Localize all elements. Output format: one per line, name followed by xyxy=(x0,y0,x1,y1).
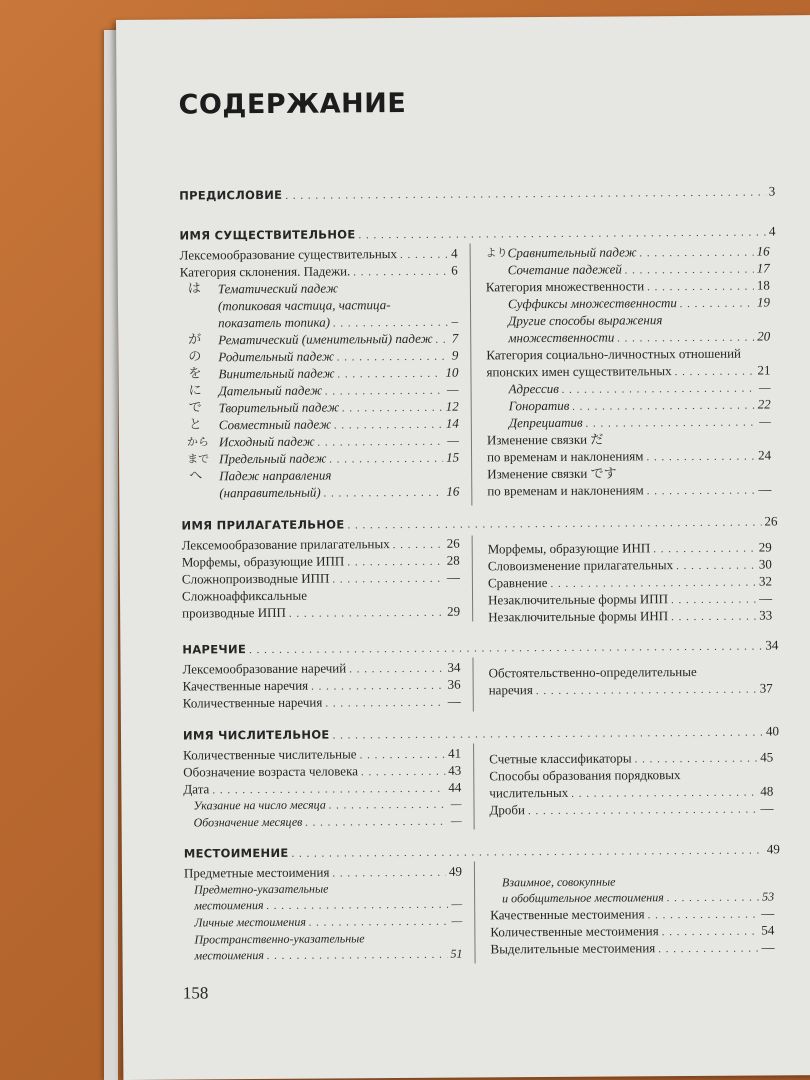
toc-entry-text: Взаимное, совокупные xyxy=(501,874,616,890)
dot-leader xyxy=(680,296,754,313)
toc-page-number: 15 xyxy=(446,449,460,465)
toc-page-number: 4 xyxy=(768,223,776,239)
column-divider xyxy=(470,244,473,506)
dot-leader xyxy=(667,890,759,907)
toc-entry xyxy=(490,922,774,941)
dot-leader xyxy=(658,941,758,958)
toc-page-number: — xyxy=(761,905,775,921)
toc-entry xyxy=(487,481,771,500)
column-divider xyxy=(472,536,474,622)
toc-page-number: — xyxy=(447,693,461,709)
toc-entry xyxy=(509,396,771,415)
dot-leader xyxy=(586,415,757,432)
dot-leader xyxy=(342,400,443,417)
toc-page-number: 28 xyxy=(446,552,460,568)
toc-entry-title: Выделительные местоимения xyxy=(490,940,656,957)
japanese-particle: を xyxy=(188,366,202,382)
toc-entry-title: Морфемы, образующие ИПП xyxy=(181,553,345,570)
toc-page-number: 6 xyxy=(451,262,458,278)
toc-entry xyxy=(183,677,461,696)
toc-page-number: 51 xyxy=(450,946,463,961)
toc-entry-title: японских имен существительных xyxy=(486,363,672,380)
dot-leader xyxy=(329,451,443,468)
toc-entry xyxy=(488,556,772,575)
dot-leader xyxy=(337,349,449,366)
toc-entry-text: Падеж направления xyxy=(219,467,332,484)
japanese-particle: の xyxy=(188,349,202,365)
toc-entry xyxy=(486,277,770,296)
dot-leader xyxy=(360,747,446,764)
toc-entry-title: Морфемы, образующие ИНП xyxy=(487,540,651,557)
toc-entry-title: показатель топика) xyxy=(218,314,331,331)
toc-entry xyxy=(183,694,461,713)
japanese-particle: より xyxy=(485,246,508,260)
toc-page-number: 30 xyxy=(758,556,772,572)
toc-entry xyxy=(502,888,774,907)
toc-entry xyxy=(218,331,458,350)
toc-entry-text: Изменение связки だ xyxy=(486,431,604,448)
japanese-particle: に xyxy=(188,383,202,399)
toc-entry xyxy=(180,263,458,282)
toc-page-number: — xyxy=(446,381,459,397)
toc-entry-title: Счетные классификаторы xyxy=(489,750,632,767)
toc-page-number: 34 xyxy=(765,637,779,653)
toc-entry-title: ИМЯ ПРИЛАГАТЕЛЬНОЕ xyxy=(181,517,345,533)
dot-leader xyxy=(572,398,754,415)
japanese-particle: へ xyxy=(189,468,203,484)
toc-page-number: 24 xyxy=(758,447,772,463)
toc-entry-title: Категория множественности xyxy=(485,278,645,295)
toc-entry-text: Обстоятельственно-определительные xyxy=(488,663,697,681)
toc-page-number: 18 xyxy=(756,277,770,293)
toc-page-number: 14 xyxy=(445,415,459,431)
toc-entry-title: множественности xyxy=(508,329,615,346)
dot-leader xyxy=(338,366,443,383)
toc-page-number: 26 xyxy=(446,535,460,551)
dot-leader xyxy=(400,247,448,263)
toc-page-number: 17 xyxy=(756,260,770,276)
dot-leader xyxy=(671,592,756,609)
dot-leader xyxy=(647,279,754,296)
toc-page-number: — xyxy=(758,379,771,395)
toc-entry-title: Количественные числительные xyxy=(183,746,357,763)
toc-page-number: 19 xyxy=(756,294,771,310)
dot-leader xyxy=(353,264,448,281)
toc-entry-title: Суффиксы множественности xyxy=(507,295,677,312)
toc-entry-title: и обобщительное местоимения xyxy=(502,890,664,906)
dot-leader xyxy=(332,865,446,882)
toc-entry-title: Дроби xyxy=(489,802,526,818)
section-numeral xyxy=(183,723,779,744)
toc-entry-text: Другие способы выражения xyxy=(508,312,663,329)
column-divider xyxy=(474,862,476,964)
toc-entry-title: Количественные наречия xyxy=(182,694,323,711)
dot-leader xyxy=(436,332,449,348)
toc-entry xyxy=(489,680,773,699)
dot-leader xyxy=(662,924,759,941)
toc-entry-title: местоимения xyxy=(194,947,264,963)
toc-entry-title: Незаключительные формы ИПП xyxy=(488,591,669,608)
toc-entry xyxy=(219,433,459,452)
dot-leader xyxy=(334,417,443,434)
toc-entry xyxy=(194,813,462,832)
dot-leader xyxy=(332,571,444,588)
toc-entry-title: Сочетание падежей xyxy=(507,261,622,278)
section-noun xyxy=(179,223,775,244)
toc-page-number: 32 xyxy=(758,573,772,589)
toc-entry-title: числительных xyxy=(489,784,569,801)
toc-entry xyxy=(219,484,459,503)
toc-entry-title: Сравнение xyxy=(487,575,548,591)
toc-entry-title: производные ИПП xyxy=(182,604,286,621)
dot-leader xyxy=(305,814,448,831)
toc-page-number: 3 xyxy=(768,183,776,199)
toc-entry-title: ИМЯ ЧИСЛИТЕЛЬНОЕ xyxy=(182,727,330,743)
toc-entry-title: Гоноратив xyxy=(508,397,570,414)
toc-entry-title: Категория склонения. Падежи. xyxy=(179,263,351,280)
toc-entry-title: Незаключительные формы ИНП xyxy=(488,608,669,625)
toc-entry-title: НАРЕЧИЕ xyxy=(182,642,247,657)
toc-entry xyxy=(182,536,460,555)
dot-leader xyxy=(325,383,444,400)
toc-page-number: 49 xyxy=(448,863,463,879)
toc-entry xyxy=(183,763,461,782)
dot-leader xyxy=(361,764,445,781)
toc-page-number: 9 xyxy=(451,347,459,363)
toc-page-number: 12 xyxy=(445,398,459,414)
toc-page-number: — xyxy=(761,939,775,955)
toc-page-number: 49 xyxy=(766,841,780,857)
toc-entry-title: Дата xyxy=(183,781,210,797)
toc-entry-title: по временам и наклонениям xyxy=(487,482,644,499)
toc-page-number: 10 xyxy=(445,364,459,380)
dot-leader xyxy=(536,682,757,700)
toc-entry-title: Обозначение возраста человека xyxy=(183,763,358,780)
toc-entry-text: Предметно-указательные xyxy=(194,881,329,897)
toc-entry xyxy=(489,783,773,802)
dot-leader xyxy=(249,639,762,659)
dot-leader xyxy=(358,224,766,243)
toc-entry-title: Исходный падеж xyxy=(218,433,315,450)
toc-page-number: 54 xyxy=(761,922,775,938)
dot-leader xyxy=(671,609,756,626)
dot-leader xyxy=(289,605,444,622)
japanese-particle: で xyxy=(188,400,202,416)
toc-page-number: 26 xyxy=(764,513,778,529)
toc-entry-title: Лексемообразование наречий xyxy=(182,660,347,677)
toc-page-number: 37 xyxy=(759,680,773,696)
dot-leader xyxy=(332,725,763,744)
toc-page-number: 53 xyxy=(762,889,775,904)
toc-entry-title: Дательный падеж xyxy=(218,382,323,399)
toc-page-number: — xyxy=(759,413,771,429)
toc-entry-title: Родительный падеж xyxy=(218,348,334,365)
toc-entry xyxy=(194,946,462,965)
section-adverb xyxy=(182,637,778,658)
dot-leader xyxy=(675,364,755,381)
dot-leader xyxy=(550,575,756,592)
toc-page-number: 16 xyxy=(446,483,460,499)
toc-entry xyxy=(488,573,772,592)
toc-entry-text: Категория социально-личностных отношений xyxy=(486,345,742,363)
column-divider xyxy=(472,658,473,712)
toc-entry xyxy=(219,416,459,435)
toc-entry-title: Творительный падеж xyxy=(218,399,340,416)
toc-entry xyxy=(490,939,774,958)
toc-page-number: — xyxy=(447,432,459,448)
toc-page-number: — xyxy=(758,590,773,606)
toc-entry-title: Качественные местоимения xyxy=(490,906,645,923)
japanese-particle: と xyxy=(188,417,202,433)
toc-entry xyxy=(488,590,772,609)
toc-entry-text: Сложноаффиксальные xyxy=(181,587,308,604)
dot-leader xyxy=(528,802,758,820)
dot-leader xyxy=(311,678,445,695)
dot-leader xyxy=(309,914,449,931)
dot-leader xyxy=(640,245,754,262)
toc-entry xyxy=(180,246,458,265)
toc-page-number: — xyxy=(451,913,463,928)
toc-page-number: – xyxy=(451,313,459,329)
toc-entry xyxy=(509,379,771,398)
toc-entry-text: Пространственно-указательные xyxy=(194,931,365,947)
toc-entry-title: Обозначение месяцев xyxy=(193,814,303,830)
toc-entry-title: Сравнительный падеж xyxy=(507,244,637,261)
toc-entry-title: ИМЯ СУЩЕСТВИТЕЛЬНОЕ xyxy=(179,227,356,243)
book-page xyxy=(116,15,810,1080)
section-pronoun xyxy=(184,841,780,862)
dot-leader xyxy=(347,515,761,534)
dot-leader xyxy=(676,558,756,575)
dot-leader xyxy=(347,554,444,571)
toc-entry-title: Сложнопроизводные ИПП xyxy=(181,570,330,587)
dot-leader xyxy=(285,184,766,203)
dot-leader xyxy=(646,449,755,466)
toc-entry xyxy=(219,399,459,418)
toc-entry-title: ПРЕДИСЛОВИЕ xyxy=(179,187,283,203)
toc-page-number: 29 xyxy=(758,539,772,555)
toc-page-number: — xyxy=(758,481,772,497)
toc-entry xyxy=(182,604,460,623)
toc-page-number: 4 xyxy=(451,245,458,261)
toc-entry xyxy=(182,570,460,589)
toc-entry xyxy=(488,539,772,558)
toc-entry-title: Лексемообразование прилагательных xyxy=(181,536,390,553)
toc-page-number: 45 xyxy=(760,749,774,765)
dot-leader xyxy=(329,797,448,814)
toc-page-number: 20 xyxy=(757,328,771,344)
toc-page-number: 7 xyxy=(451,330,459,346)
toc-entry-text: Изменение связки です xyxy=(487,465,617,482)
toc-page-number: 34 xyxy=(447,659,461,675)
column-divider xyxy=(473,744,475,830)
toc-entry-title: (направительный) xyxy=(219,484,321,501)
toc-entry xyxy=(218,348,458,367)
toc-entry xyxy=(182,553,460,572)
dot-leader xyxy=(625,262,754,279)
toc-entry xyxy=(218,365,458,384)
dot-leader xyxy=(349,661,444,678)
page-stack-edge xyxy=(104,30,118,1080)
japanese-particle: まで xyxy=(187,452,210,466)
toc-entry xyxy=(219,382,459,401)
dot-leader xyxy=(647,907,758,924)
dot-leader xyxy=(653,541,756,558)
toc-entry xyxy=(194,896,462,915)
toc-page-number: 48 xyxy=(760,783,774,799)
toc-entry xyxy=(486,362,770,381)
toc-entry-title: Винительный падеж xyxy=(218,365,335,382)
toc-entry-title: Словоизменение прилагательных xyxy=(487,557,674,574)
toc-page-number: 41 xyxy=(448,745,462,761)
toc-entry xyxy=(508,294,770,313)
toc-entry-title: Качественные наречия xyxy=(182,677,309,694)
toc-entry xyxy=(489,749,773,768)
dot-leader xyxy=(324,485,444,502)
toc-page-number: 16 xyxy=(756,243,770,259)
page-title: СОДЕРЖАНИЕ xyxy=(178,87,407,121)
dot-leader xyxy=(266,897,448,914)
toc-page-number: — xyxy=(760,800,774,816)
toc-page-number: 22 xyxy=(757,396,771,412)
toc-entry-title: местоимения xyxy=(194,897,264,913)
toc-entry-title: Личные местоимения xyxy=(194,914,306,930)
toc-page-number: 44 xyxy=(448,779,462,795)
dot-leader xyxy=(267,947,448,964)
toc-page-number: 21 xyxy=(757,362,771,378)
toc-entry-text: Тематический падеж xyxy=(217,280,339,297)
toc-entry-title: Рематический (именительный) падеж xyxy=(218,330,433,348)
japanese-particle: から xyxy=(186,435,209,449)
toc-entry-title: Предельный падеж xyxy=(219,450,327,467)
dot-leader xyxy=(325,695,445,712)
toc-entry-text: (топиковая частица, частица- xyxy=(217,297,391,314)
dot-leader xyxy=(318,434,445,451)
toc-page-number: — xyxy=(450,813,462,828)
toc-entry-title: по временам и наклонениям xyxy=(487,448,644,465)
toc-entry xyxy=(193,796,461,815)
toc-entry-text: Способы образования порядковых xyxy=(489,767,681,784)
toc-entry xyxy=(508,328,770,347)
page-number: 158 xyxy=(182,983,209,1003)
toc-entry xyxy=(490,905,774,924)
dot-leader xyxy=(291,842,763,861)
toc-page-number: 36 xyxy=(447,676,461,692)
toc-page-number: — xyxy=(446,569,460,585)
dot-leader xyxy=(393,537,444,553)
toc-entry-title: Указание на число месяца xyxy=(193,797,326,813)
toc-page-number: — xyxy=(451,896,463,911)
toc-page-number: 29 xyxy=(447,603,461,619)
japanese-particle: が xyxy=(188,332,202,348)
toc-entry xyxy=(218,314,458,333)
toc-page-number: 33 xyxy=(759,607,773,623)
toc-page-number: 40 xyxy=(765,723,780,739)
toc-entry xyxy=(508,260,770,279)
toc-page-number: — xyxy=(450,796,462,811)
toc-preface xyxy=(179,183,775,204)
toc-entry xyxy=(183,746,461,765)
toc-entry xyxy=(194,913,462,932)
toc-page-number: 43 xyxy=(448,762,462,778)
toc-entry-title: наречия xyxy=(488,682,533,698)
toc-entry xyxy=(489,800,773,819)
toc-entry xyxy=(219,450,459,469)
japanese-particle: は xyxy=(187,281,201,297)
dot-leader xyxy=(635,751,758,768)
toc-entry-title: Количественные местоимения xyxy=(490,923,659,940)
toc-entry-title: Лексемообразование существительных xyxy=(179,246,398,263)
section-adjective xyxy=(181,513,777,534)
dot-leader xyxy=(562,381,756,398)
toc-entry-title: МЕСТОИМЕНИЕ xyxy=(183,845,289,861)
dot-leader xyxy=(617,330,754,347)
toc-entry xyxy=(508,243,770,262)
dot-leader xyxy=(647,483,756,500)
dot-leader xyxy=(333,315,449,332)
toc-entry xyxy=(509,413,771,432)
toc-entry xyxy=(487,447,771,466)
toc-entry-title: Депрециатив xyxy=(508,414,583,431)
toc-entry xyxy=(182,660,460,679)
toc-entry-title: Адрессив xyxy=(508,380,559,397)
toc-entry-title: Совместный падеж xyxy=(218,416,332,433)
toc-entry xyxy=(488,607,772,626)
dot-leader xyxy=(571,785,757,802)
toc-entry-title: Предметные местоимения xyxy=(183,864,330,881)
